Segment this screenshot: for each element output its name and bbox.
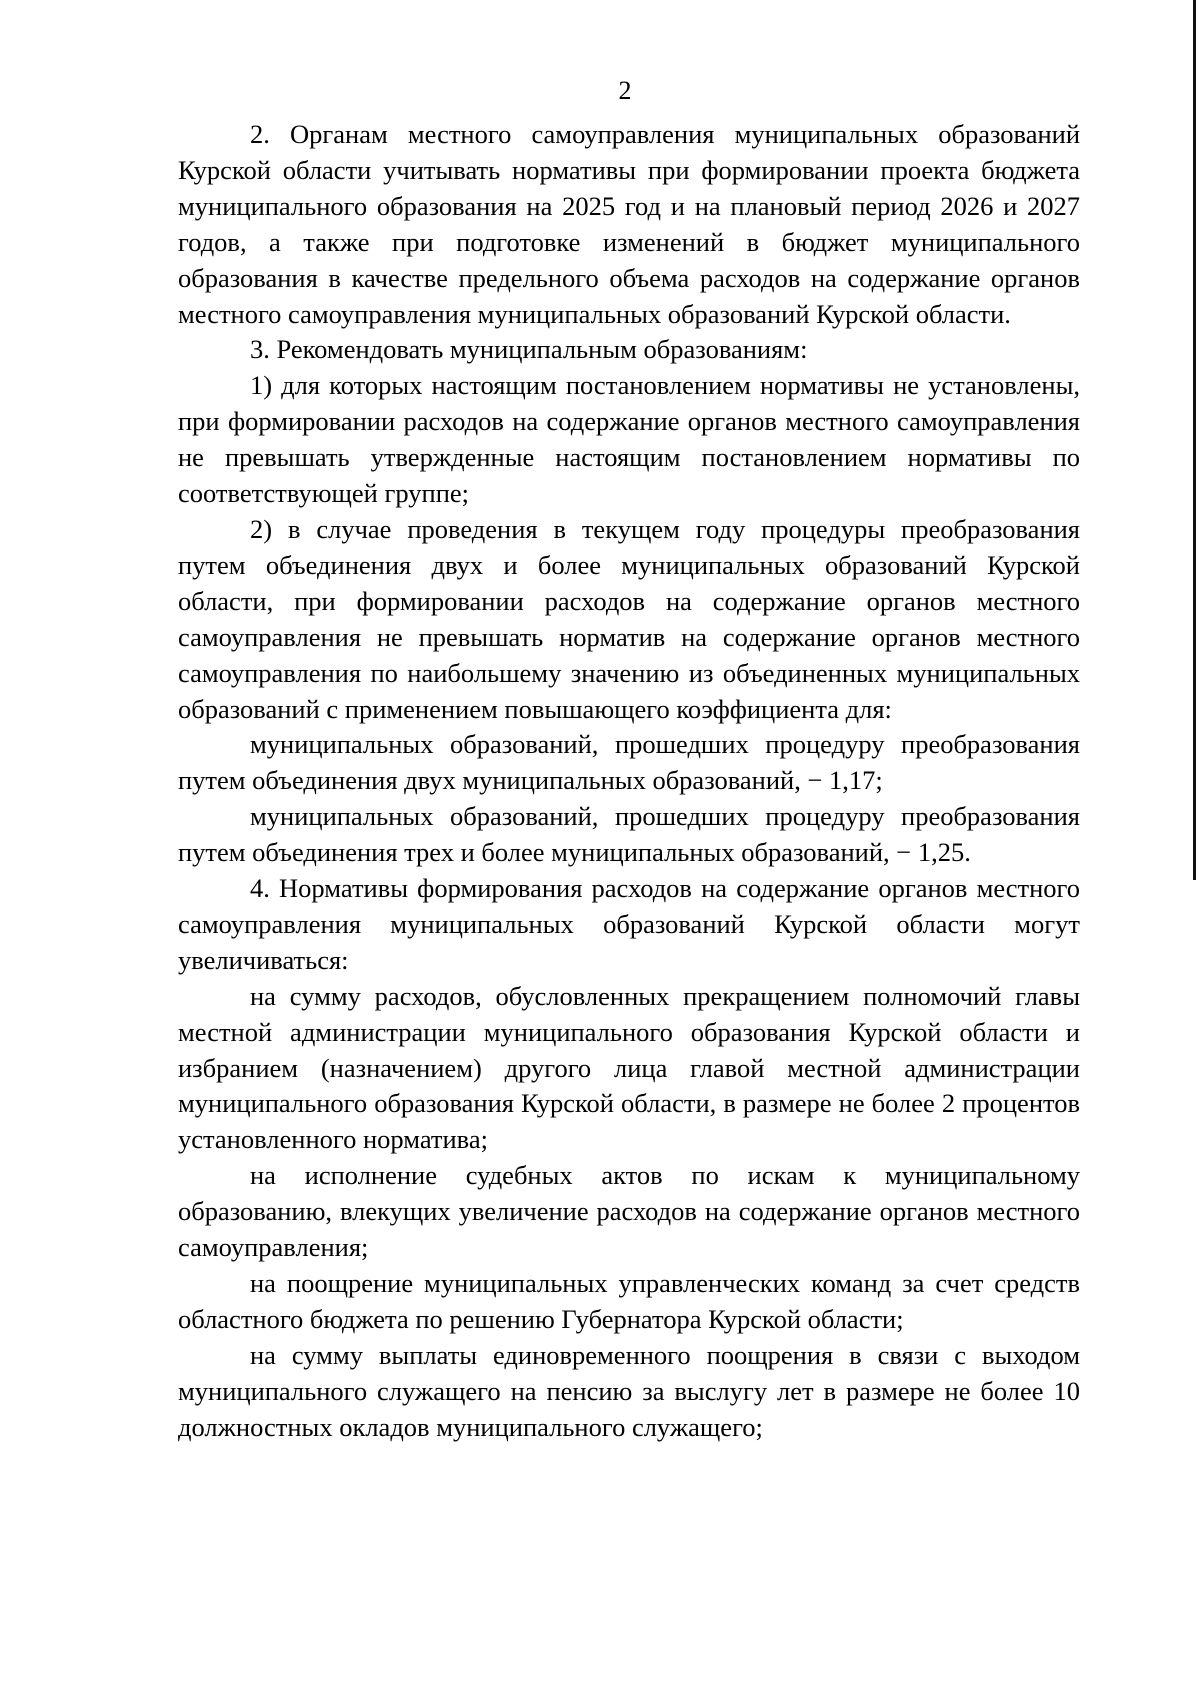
scan-edge-line <box>1193 0 1196 880</box>
paragraph-3-item-2: 2) в случае проведения в текущем году процедуры преобразования путем объединения двух и более муниципальных образований Курской области, при формировании расходов на содержание органов местного самоуправления не превышать норматив на содержание органов местного самоуправления по наибольшему значению из объединенных муниципальных образований с применением повышающего коэффициента для: <box>178 513 1080 724</box>
paragraph-2: 2. Органам местного самоуправления муниципальных образований Курской области учитывать нормативы при формировании проекта бюджета муниципального образования на 2025 год и на плановый период 2026 и 2027 годов, а также при подготовке изменений в бюджет муниципального образования в качестве предельного объема расходов на содержание органов местного самоуправления муниципальных образований Курской области. <box>178 119 1080 329</box>
paragraph-3-item-1: 1) для которых настоящим постановлением нормативы не установлены, при формировании расходов на содержание органов местного самоуправления не превышать утвержденные настоящим постановлением нормативы по соответствующей группе; <box>178 370 1080 509</box>
page-number: 2 <box>618 76 632 105</box>
coefficient-three-entities: муниципальных образований, прошедших процедуру преобразования путем объединения трех и более муниципальных образований, − 1,25. <box>178 801 1080 868</box>
document-body <box>178 117 1080 1446</box>
coefficient-two-entities: муниципальных образований, прошедших процедуру преобразования путем объединения двух муниципальных образований, − 1,17; <box>178 729 1080 796</box>
increase-court-acts: на исполнение судебных актов по искам к муниципальному образованию, влекущих увеличение расходов на содержание органов местного самоуправления; <box>178 1160 1080 1263</box>
increase-head-change: на сумму расходов, обусловленных прекращением полномочий главы местной администрации муниципального образования Курской области и избранием (назначением) другого лица главой местной администрации муниципального образования Курской области, в размере не более 2 процентов установленного норматива; <box>178 980 1080 1155</box>
increase-team-incentive: на поощрение муниципальных управленческих команд за счет средств областного бюджета по решению Губернатора Курской области; <box>178 1268 1080 1334</box>
paragraph-3: 3. Рекомендовать муниципальным образованиям: <box>250 334 808 365</box>
paragraph-4: 4. Нормативы формирования расходов на содержание органов местного самоуправления муниципальных образований Курской области могут увеличиваться: <box>178 873 1080 975</box>
increase-retirement-payment: на сумму выплаты единовременного поощрения в связи с выходом муниципального служащего на пенсию за выслугу лет в размере не более 10 должностных окладов муниципального служащего; <box>178 1339 1080 1442</box>
